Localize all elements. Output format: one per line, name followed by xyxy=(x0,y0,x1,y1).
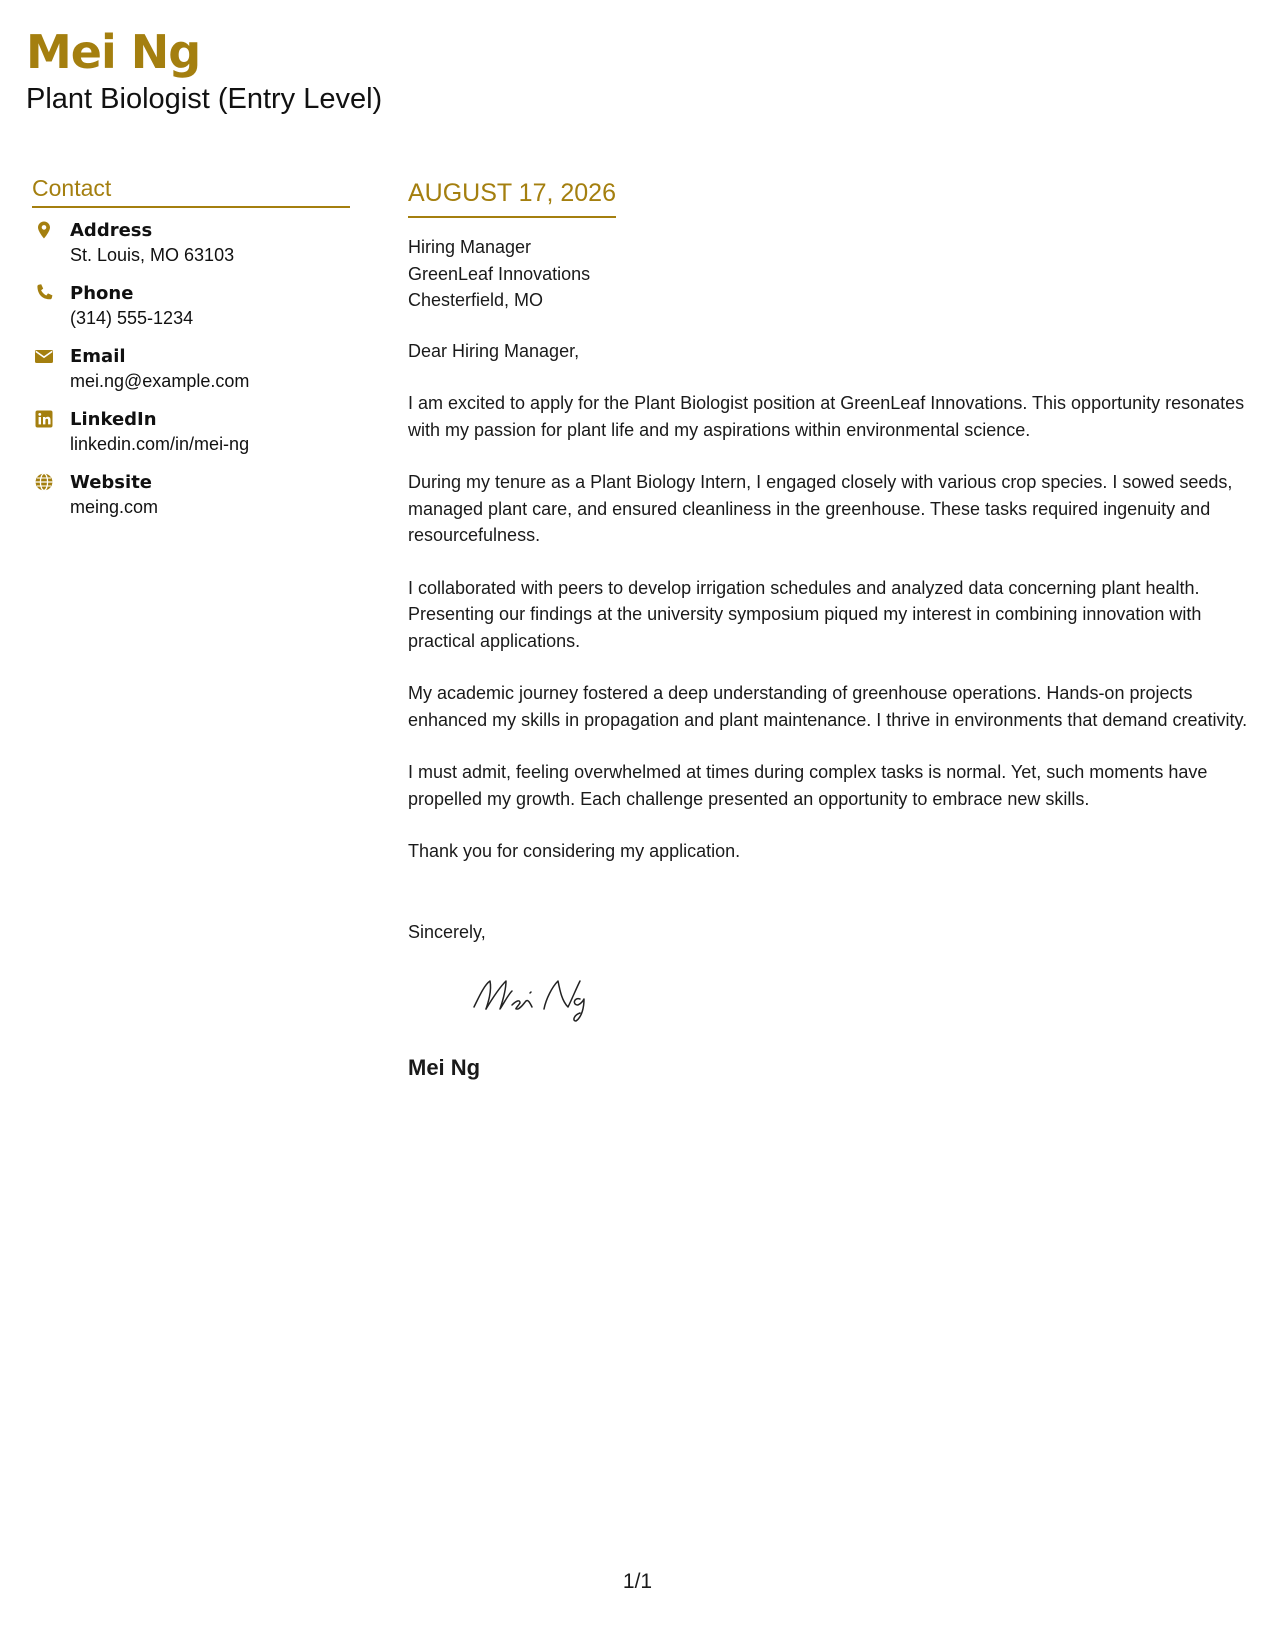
contact-label: LinkedIn xyxy=(70,409,157,430)
contact-item-linkedin xyxy=(32,407,350,470)
contact-value: meing.com xyxy=(70,497,159,517)
contact-value: mei.ng@example.com xyxy=(70,371,250,391)
phone-icon xyxy=(34,283,54,303)
contact-label: Website xyxy=(70,472,153,493)
letter-paragraph: I am excited to apply for the Plant Biologist position at GreenLeaf Innovations. This opportunity resonates with my passion for plant life and my aspirations within environmental science. xyxy=(408,393,1245,440)
letter-paragraph: I must admit, feeling overwhelmed at times during complex tasks is normal. Yet, such moments have propelled my growth. Each challenge presented an opportunity to embrace new skills. xyxy=(408,762,1208,809)
contact-value: (314) 555-1234 xyxy=(70,308,194,328)
linkedin-icon xyxy=(34,409,54,429)
globe-icon xyxy=(34,472,54,492)
contact-label: Email xyxy=(70,346,126,367)
recipient-line: GreenLeaf Innovations xyxy=(408,263,591,284)
signature xyxy=(468,969,1258,1025)
contact-item-website xyxy=(32,470,350,533)
contact-value: St. Louis, MO 63103 xyxy=(70,245,235,265)
recipient-line: Hiring Manager xyxy=(408,237,532,257)
contact-label: Address xyxy=(70,220,153,241)
letter-date: AUGUST 17, 2026 xyxy=(408,176,616,218)
letter-paragraph: During my tenure as a Plant Biology Intern, I engaged closely with various crop species. I sowed seeds, managed plant care, and ensured cleanliness in the greenhouse. These tasks required ingenuity and resourcefulness. xyxy=(408,472,1233,545)
contact-label: Phone xyxy=(70,283,134,304)
signer-name: Mei Ng xyxy=(408,1054,481,1080)
letter-paragraph: I collaborated with peers to develop irrigation schedules and analyzed data concerning plant health. Presenting our findings at the university symposium piqued my interest in combining innovation with practical applications. xyxy=(408,577,1202,651)
closing: Sincerely, xyxy=(408,921,486,942)
signature-image xyxy=(468,969,608,1025)
contact-sidebar xyxy=(32,172,350,533)
letter-body xyxy=(408,176,1258,1083)
page-number: 1/1 xyxy=(622,1570,653,1593)
applicant-name: Mei Ng xyxy=(26,25,201,79)
contact-heading: Contact xyxy=(32,172,350,208)
envelope-icon xyxy=(34,346,54,366)
contact-value: linkedin.com/in/mei-ng xyxy=(70,434,250,454)
contact-item-address xyxy=(32,218,350,281)
applicant-title: Plant Biologist (Entry Level) xyxy=(26,83,383,115)
map-pin-icon xyxy=(34,220,54,240)
recipient-line: Chesterfield, MO xyxy=(408,290,544,310)
salutation: Dear Hiring Manager, xyxy=(408,340,580,361)
letter-paragraph: My academic journey fostered a deep understanding of greenhouse operations. Hands-on projects enhanced my skills in propagation and plant maintenance. I thrive in environments that demand creativity. xyxy=(408,683,1248,730)
contact-item-email xyxy=(32,344,350,407)
letter-paragraph: Thank you for considering my application. xyxy=(408,841,741,861)
recipient-block xyxy=(408,234,1258,314)
contact-item-phone xyxy=(32,281,350,344)
